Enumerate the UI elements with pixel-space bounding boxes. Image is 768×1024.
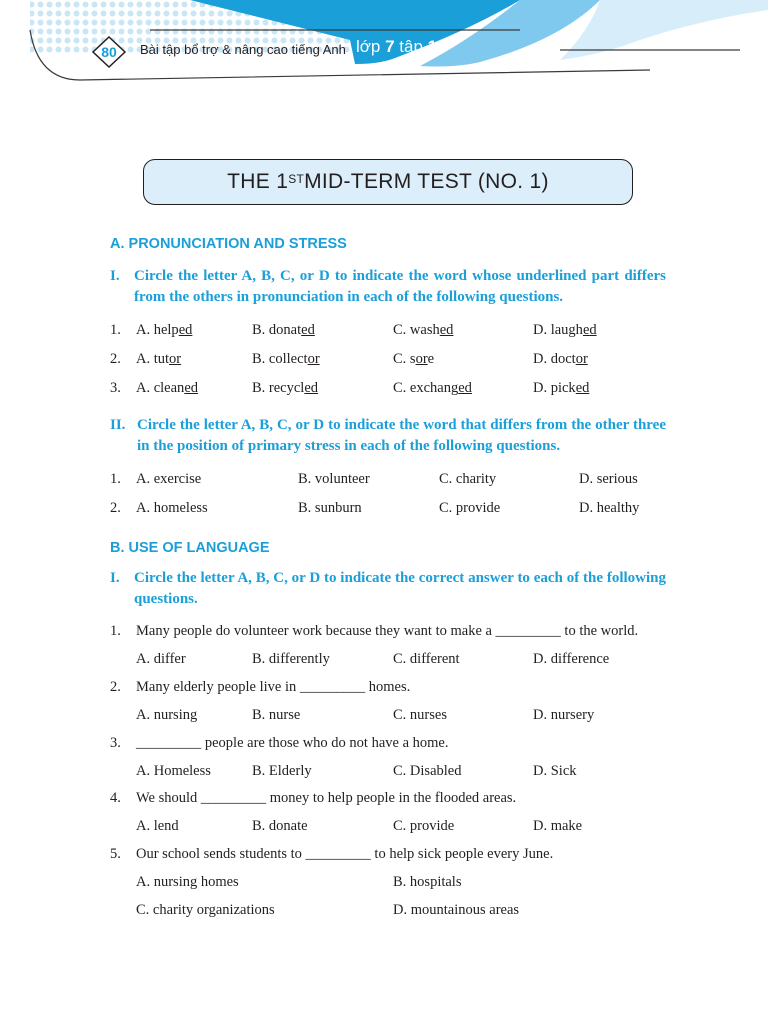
- answer-option: D. mountainous areas: [393, 902, 520, 918]
- instruction-text: Circle the letter A, B, C, or D to indicate the word whose underlined part differs from the others in pronunciation in each of the following questions.: [134, 268, 666, 305]
- option-text: D. pick: [533, 380, 576, 396]
- answer-option: [393, 322, 453, 339]
- volume-number: 1: [427, 37, 438, 56]
- answer-option: C. provide: [393, 818, 455, 834]
- answer-option: [136, 351, 181, 368]
- question-text: _________ people are those who do not have a home.: [136, 735, 449, 751]
- question-text: We should _________ money to help people in the flooded areas.: [136, 790, 517, 806]
- title-superscript: ST: [288, 172, 305, 186]
- answer-option: B. volunteer: [298, 471, 370, 487]
- grade-prefix: lớp: [356, 37, 386, 56]
- section-b-part1-instruction: [110, 568, 666, 610]
- answer-option: A. lend: [136, 818, 179, 834]
- question-number: 1.: [110, 471, 121, 487]
- question-number: 2.: [110, 500, 121, 516]
- test-title: [143, 159, 633, 205]
- section-a-heading: A. PRONUNCIATION AND STRESS: [110, 236, 347, 252]
- question-text: Many elderly people live in _________ homes.: [136, 679, 411, 695]
- options-row: [110, 902, 670, 922]
- underlined-part: or: [307, 351, 320, 367]
- underlined-part: ed: [184, 380, 198, 396]
- book-grade: [356, 37, 437, 57]
- answer-option: C. charity: [439, 471, 497, 487]
- answer-option: C. different: [393, 651, 460, 667]
- answer-option: B. differently: [252, 651, 330, 667]
- instruction-text: Circle the letter A, B, C, or D to indicate the correct answer to each of the following questions.: [134, 570, 666, 607]
- options-row: [110, 707, 670, 727]
- answer-option: A. Homeless: [136, 763, 211, 779]
- page-header: [0, 0, 768, 100]
- page-number: 80: [101, 44, 117, 60]
- answer-option: A. nursing homes: [136, 874, 239, 890]
- answer-option: [393, 351, 434, 368]
- volume-prefix: tập: [394, 37, 428, 56]
- question-row: [110, 322, 670, 342]
- answer-option: B. sunburn: [298, 500, 362, 516]
- answer-option: D. nursery: [533, 707, 595, 723]
- answer-option: [533, 351, 588, 368]
- answer-option: [252, 322, 315, 339]
- roman-numeral: I.: [110, 268, 120, 284]
- question-number: 2.: [110, 351, 121, 367]
- section-b-heading: B. USE OF LANGUAGE: [110, 540, 270, 556]
- options-row: [110, 651, 670, 671]
- section-a-part1-instruction: [110, 266, 666, 308]
- answer-option: B. donate: [252, 818, 308, 834]
- option-text: B. recycl: [252, 380, 305, 396]
- question-number: 3.: [110, 380, 121, 396]
- answer-option: C. nurses: [393, 707, 447, 723]
- question-number: 2.: [110, 679, 121, 695]
- question-number: 3.: [110, 735, 121, 751]
- option-text: B. donat: [252, 322, 302, 338]
- options-row: [110, 874, 670, 894]
- answer-option: B. nurse: [252, 707, 301, 723]
- section-a-part2-instruction: [110, 415, 666, 457]
- option-text: D. doct: [533, 351, 576, 367]
- answer-option: [252, 351, 320, 368]
- question-row: [110, 735, 670, 755]
- answer-option: D. difference: [533, 651, 610, 667]
- answer-option: A. homeless: [136, 500, 208, 516]
- answer-option: [393, 380, 472, 397]
- answer-option: B. hospitals: [393, 874, 462, 890]
- option-text: A. clean: [136, 380, 185, 396]
- question-row: [110, 351, 670, 371]
- underlined-part: or: [575, 351, 588, 367]
- instruction-text: Circle the letter A, B, C, or D to indicate the word that differs from the other three in the position of primary stress in each of the following questions.: [137, 417, 666, 454]
- question-number: 5.: [110, 846, 121, 862]
- question-number: 1.: [110, 623, 121, 639]
- option-text: C. exchang: [393, 380, 459, 396]
- underlined-part: ed: [582, 322, 597, 338]
- question-row: [110, 623, 670, 643]
- answer-option: D. Sick: [533, 763, 577, 779]
- answer-option: A. nursing: [136, 707, 198, 723]
- answer-option: [136, 322, 192, 339]
- roman-numeral: II.: [110, 417, 126, 433]
- question-number: 1.: [110, 322, 121, 338]
- underlined-part: ed: [304, 380, 319, 396]
- answer-option: B. Elderly: [252, 763, 312, 779]
- answer-option: D. healthy: [579, 500, 640, 516]
- option-text: D. laugh: [533, 322, 583, 338]
- answer-option: A. differ: [136, 651, 186, 667]
- question-text: Many people do volunteer work because they want to make a _________ to the world.: [136, 623, 639, 639]
- underlined-part: ed: [575, 380, 590, 396]
- underlined-part: ed: [301, 322, 315, 338]
- title-main: THE 1: [227, 170, 289, 193]
- question-text: Our school sends students to _________ to help sick people every June.: [136, 846, 554, 862]
- option-text-suffix: e: [427, 351, 435, 367]
- underlined-part: or: [169, 351, 182, 367]
- answer-option: C. provide: [439, 500, 501, 516]
- question-row: [110, 790, 670, 810]
- option-text: A. tut: [136, 351, 170, 367]
- option-text: B. collect: [252, 351, 308, 367]
- option-text: C. s: [393, 351, 416, 367]
- question-row: [110, 380, 670, 400]
- answer-option: C. Disabled: [393, 763, 462, 779]
- grade-number: 7: [385, 37, 395, 56]
- answer-option: A. exercise: [136, 471, 202, 487]
- underlined-part: ed: [178, 322, 193, 338]
- underlined-part: or: [415, 351, 428, 367]
- answer-option: [533, 380, 589, 397]
- answer-option: [533, 322, 597, 339]
- title-rest: MID-TERM TEST (NO. 1): [304, 170, 549, 193]
- book-title: Bài tập bổ trợ & nâng cao tiếng Anh: [140, 42, 346, 57]
- underlined-part: ed: [458, 380, 472, 396]
- options-row: [110, 818, 670, 838]
- answer-option: D. make: [533, 818, 583, 834]
- option-text: A. help: [136, 322, 179, 338]
- answer-option: [136, 380, 198, 397]
- question-number: 4.: [110, 790, 121, 806]
- options-row: [110, 763, 670, 783]
- question-row: [110, 679, 670, 699]
- answer-option: D. serious: [579, 471, 638, 487]
- question-row: [110, 471, 670, 491]
- roman-numeral: I.: [110, 570, 120, 586]
- answer-option: [252, 380, 318, 397]
- answer-option: C. charity organizations: [136, 902, 275, 918]
- underlined-part: ed: [439, 322, 454, 338]
- option-text: C. wash: [393, 322, 440, 338]
- question-row: [110, 500, 670, 520]
- question-row: [110, 846, 670, 866]
